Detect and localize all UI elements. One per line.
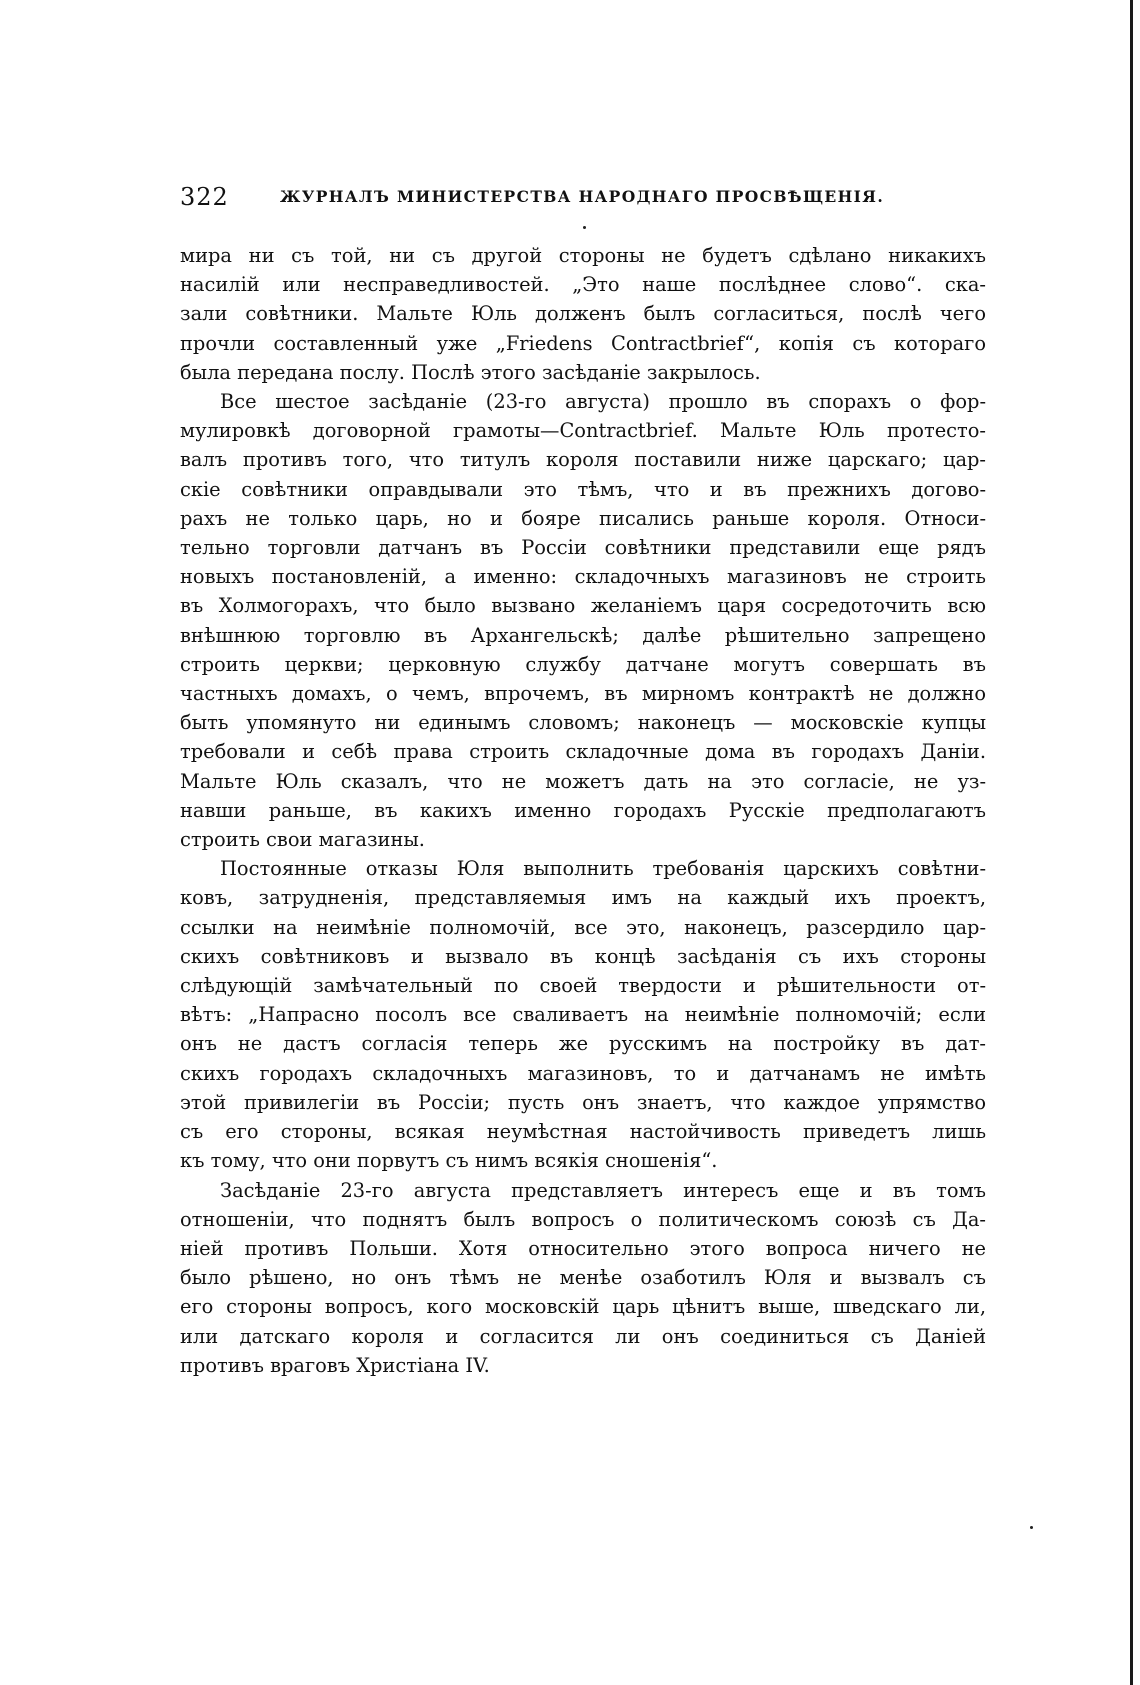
- page-header: [180, 183, 980, 223]
- text-line: этой привилегіи въ Россіи; пусть онъ знаетъ, что каждое упрямство: [180, 1090, 986, 1114]
- text-line: скіе совѣтники оправдывали это тѣмъ, что и въ прежнихъ догово-: [180, 477, 986, 501]
- text-line: валъ противъ того, что титулъ короля поставили ниже царскаго; цар-: [180, 448, 986, 472]
- text-line: отношеніи, что поднятъ былъ вопросъ о политическомъ союзѣ съ Да-: [180, 1207, 986, 1231]
- text-line: рахъ не только царь, но и бояре писались раньше короля. Относи-: [180, 506, 986, 530]
- print-speck: [1030, 1526, 1033, 1529]
- text-line: насилій или несправедливостей. „Это наше послѣднее слово“. ска-: [180, 273, 986, 297]
- paragraph: [180, 387, 986, 854]
- text-line: Все шестое засѣданіе (23-го августа) прошло въ спорахъ о фор-: [220, 390, 986, 414]
- text-line: слѣдующій замѣчательный по своей твердости и рѣшительности от-: [180, 974, 986, 998]
- text-line: тельно торговли датчанъ въ Россіи совѣтники представили еще рядъ: [180, 536, 986, 560]
- page-edge-rule: [1130, 0, 1133, 1685]
- text-line: противъ враговъ Христіана IV.: [180, 1353, 490, 1377]
- text-line: въ Холмогорахъ, что было вызвано желаніемъ царя сосредоточить всю: [180, 594, 986, 618]
- text-line: Мальте Юль сказалъ, что не можетъ дать на это согласіе, не уз-: [180, 769, 986, 793]
- running-title: ЖУРНАЛЪ МИНИСТЕРСТВА НАРОДНАГО ПРОСВѢЩЕНІЯ.: [280, 187, 885, 206]
- paragraph: [180, 241, 986, 387]
- text-line: строить церкви; церковную службу датчане могутъ совершать въ: [180, 652, 986, 676]
- text-line: была передана послу. Послѣ этого засѣданіе закрылось.: [180, 360, 761, 384]
- text-line: зали совѣтники. Мальте Юль долженъ былъ согласиться, послѣ чего: [180, 302, 986, 326]
- text-line: или датскаго короля и согласится ли онъ соединиться съ Даніей: [180, 1324, 986, 1348]
- paragraph: [180, 1176, 986, 1380]
- print-speck: [583, 226, 586, 229]
- text-line: внѣшнюю торговлю въ Архангельскѣ; далѣе рѣшительно запрещено: [180, 623, 986, 647]
- text-line: вѣтъ: „Напрасно посолъ все сваливаетъ на неимѣніе полномочій; если: [180, 1003, 986, 1027]
- text-line: ссылки на неимѣніе полномочій, все это, наконецъ, разсердило цар-: [180, 915, 986, 939]
- text-line: съ его стороны, всякая неумѣстная настойчивость приведетъ лишь: [180, 1120, 986, 1144]
- text-line: Засѣданіе 23-го августа представляетъ интересъ еще и въ томъ: [220, 1178, 986, 1202]
- text-line: было рѣшено, но онъ тѣмъ не менѣе озаботилъ Юля и вызвалъ съ: [180, 1266, 986, 1290]
- text-line: прочли составленный уже „Friedens Contractbrief“, копія съ котораго: [180, 331, 986, 355]
- text-line: онъ не дастъ согласія теперь же русскимъ на постройку въ дат-: [180, 1032, 986, 1056]
- text-line: скихъ совѣтниковъ и вызвало въ концѣ засѣданія съ ихъ стороны: [180, 944, 986, 968]
- text-line: новыхъ постановленій, а именно: складочныхъ магазиновъ не строить: [180, 565, 986, 589]
- body-text: [180, 241, 986, 1380]
- text-line: скихъ городахъ складочныхъ магазиновъ, то и датчанамъ не имѣть: [180, 1061, 986, 1085]
- paragraph: [180, 854, 986, 1175]
- text-line: его стороны вопросъ, кого московскій царь цѣнитъ выше, шведскаго ли,: [180, 1295, 986, 1319]
- text-line: ніей противъ Польши. Хотя относительно этого вопроса ничего не: [180, 1236, 986, 1260]
- text-line: мулировкѣ договорной грамоты—Contractbrief. Мальте Юль протесто-: [180, 419, 986, 443]
- page-number: 322: [180, 183, 229, 211]
- text-line: навши раньше, въ какихъ именно городахъ Русскіе предполагаютъ: [180, 798, 986, 822]
- text-line: Постоянные отказы Юля выполнить требованія царскихъ совѣтни-: [220, 857, 986, 881]
- text-line: быть упомянуто ни единымъ словомъ; наконецъ — московскіе купцы: [180, 711, 986, 735]
- text-line: къ тому, что они порвутъ съ нимъ всякія сношенія“.: [180, 1149, 718, 1173]
- text-line: ковъ, затрудненія, представляемыя имъ на каждый ихъ проектъ,: [180, 886, 986, 910]
- text-line: требовали и себѣ права строить складочные дома въ городахъ Даніи.: [180, 740, 986, 764]
- text-line: частныхъ домахъ, о чемъ, впрочемъ, въ мирномъ контрактѣ не должно: [180, 682, 986, 706]
- text-line: строить свои магазины.: [180, 828, 425, 852]
- text-line: мира ни съ той, ни съ другой стороны не будетъ сдѣлано никакихъ: [180, 244, 986, 267]
